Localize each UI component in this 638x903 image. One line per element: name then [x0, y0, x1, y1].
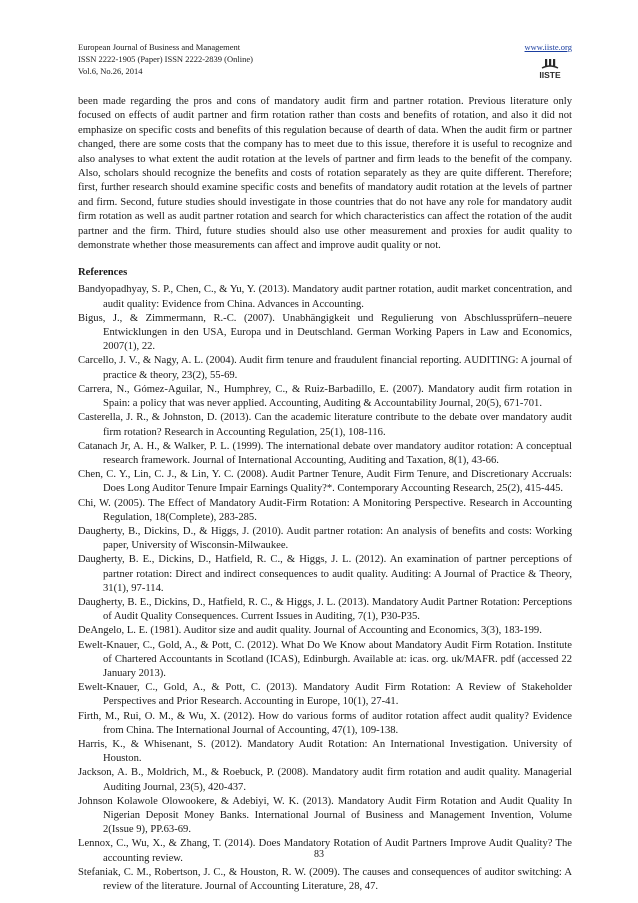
reference-item: Ewelt-Knauer, C., Gold, A., & Pott, C. (2012). What Do We Know about Mandatory Audit Firm Rotation. Institute of Chartered Accountants in Scotland (ICAS), Edinburgh. Available at: icas. org. uk/MAFR. pdf (accessed 22 January 2013). — [78, 639, 572, 679]
main-content — [78, 95, 572, 894]
volume-line: Vol.6, No.26, 2014 — [78, 66, 143, 77]
journal-title: European Journal of Business and Management — [78, 42, 241, 52]
reference-item: Jackson, A. B., Moldrich, M., & Roebuck, P. (2008). Mandatory audit firm rotation and audit quality. Managerial Auditing Journal, 23(5), 420-437. — [78, 767, 572, 793]
reference-item: DeAngelo, L. E. (1981). Auditor size and audit quality. Journal of Accounting and Economics, 3(3), 183-199. — [78, 625, 542, 637]
reference-item: Carrera, N., Gómez-Aguilar, N., Humphrey, C., & Ruiz-Barbadillo, E. (2007). Mandatory audit firm rotation in Spain: a policy that was never applied. Accounting, Auditing & Accountability Journal, 20(5), 671-701. — [78, 383, 572, 410]
journal-info — [78, 41, 253, 78]
reference-item: Daugherty, B. E., Dickins, D., Hatfield, R. C., & Higgs, J. L. (2013). Mandatory Audit Partner Rotation: Perceptions of Audit Quality Consequences. Current Issues in Auditing, 7(1), P30-P35. — [78, 596, 572, 623]
reference-item: Daugherty, B., Dickins, D., & Higgs, J. (2010). Audit partner rotation: An analysis of benefits and costs: Working paper, University of Wisconsin-Milwaukee. — [78, 525, 572, 552]
iiste-logo — [536, 56, 564, 82]
reference-item: Daugherty, B. E., Dickins, D., Hatfield, R. C., & Higgs, J. L. (2012). An examination of partner perceptions of partner rotation: Direct and indirect consequences to audit quality. Auditing: A Journal of Practice & Theory, 31(1), 97-114. — [78, 554, 572, 594]
reference-item: Bandyopadhyay, S. P., Chen, C., & Yu, Y. (2013). Mandatory audit partner rotation, audit market concentration, and audit quality: Evidence from China. Advances in Accounting. — [78, 284, 572, 310]
reference-item: Carcello, J. V., & Nagy, A. L. (2004). Audit firm tenure and fraudulent financial reporting. AUDITING: A journal of practice & theory, 23(2), 55-69. — [78, 355, 572, 381]
page-number: 83 — [314, 849, 324, 860]
journal-url-link[interactable]: www.iiste.org — [524, 42, 572, 52]
reference-item: Lennox, C., Wu, X., & Zhang, T. (2014). Does Mandatory Rotation of Audit Partners Improve Audit Quality? The accounting review. — [78, 838, 572, 864]
page-header — [78, 41, 572, 83]
reference-item: Ewelt-Knauer, C., Gold, A., & Pott, C. (2013). Mandatory Audit Firm Rotation: A Review of Stakeholder Perspectives and Prior Research. Accounting in Europe, 10(1), 27-41. — [78, 682, 572, 708]
reference-item: Firth, M., Rui, O. M., & Wu, X. (2012). How do various forms of auditor rotation affect audit quality? Evidence from China. The International Journal of Accounting, 47(1), 109-138. — [78, 710, 572, 736]
reference-item: Chi, W. (2005). The Effect of Mandatory Audit-Firm Rotation: A Monitoring Perspective. Research in Accounting Regulation, 18(Complete), 283-285. — [78, 497, 572, 523]
body-paragraph: been made regarding the pros and cons of mandatory audit firm and partner rotation. Previous literature only focused on effects of audit partner and firm rotation rather than costs and benefits of rotation, and also it did not emphasize on specific costs and benefits of this regulation because of dearth of data. When the audit firm or partner changed, there are some costs that the company has to meet due to this issue, therefore it is useful to recognize and also analyses to what extent the audit rotation at the levels of partner and firm leads to the benefit of the company. Also, scholars should recognize the benefits and costs of rotation separately as they are quite different. Therefore; first, further research should examine specific costs and benefits of mandatory audit rotation at the levels of partner and firm. Second, future studies should investigate in those countries that do not have any role for mandatory audit firm rotation as well as audit partner rotation and search for which characteristics can affect the rotation of the audit partner and the firm. Third, future studies should also use other measurement and proxies for audit quality to demonstrate whether those measurements can affect and improve audit quality or not. — [78, 96, 572, 252]
issn-line: ISSN 2222-1905 (Paper) ISSN 2222-2839 (Online) — [78, 54, 253, 65]
reference-item: Bigus, J., & Zimmermann, R.-C. (2007). Unabhängigkeit und Regulierung von Abschlussprüfern–neuere Entwicklungen in den USA, Europa und in Deutschland. German Working Papers in Law and Economics, 2007(1), 22. — [78, 312, 572, 353]
reference-item: Catanach Jr, A. H., & Walker, P. L. (1999). The international debate over mandatory auditor rotation: A conceptual research framework. Journal of International Accounting, Auditing and Taxation, 8(1), 43-66. — [78, 440, 572, 466]
svg-text:IISTE: IISTE — [539, 70, 561, 80]
reference-item: Stefaniak, C. M., Robertson, J. C., & Houston, R. W. (2009). The causes and consequences of auditor switching: A review of the literature. Journal of Accounting Literature, 28, 47. — [78, 866, 572, 892]
references-heading: References — [78, 267, 128, 279]
reference-item: Casterella, J. R., & Johnston, D. (2013). Can the academic literature contribute to the debate over mandatory audit firm rotation? Research in Accounting Regulation, 25(1), 108-116. — [78, 412, 572, 438]
references-list — [78, 283, 572, 894]
reference-item: Harris, K., & Whisenant, S. (2012). Mandatory Audit Rotation: An International Investigation. University of Houston. — [78, 738, 572, 765]
reference-item: Chen, C. Y., Lin, C. J., & Lin, Y. C. (2008). Audit Partner Tenure, Audit Firm Tenure, and Discretionary Accruals: Does Long Auditor Tenure Impair Earnings Quality?*. Contemporary Accounting Research, 25(2), 415-445. — [78, 469, 572, 495]
reference-item: Johnson Kolawole Olowookere, & Adebiyi, W. K. (2013). Mandatory Audit Firm Rotation and Audit Quality In Nigerian Deposit Money Banks. International Journal of Business and Management Invention, Volume 2(Issue 9), PP.63-69. — [78, 795, 572, 836]
